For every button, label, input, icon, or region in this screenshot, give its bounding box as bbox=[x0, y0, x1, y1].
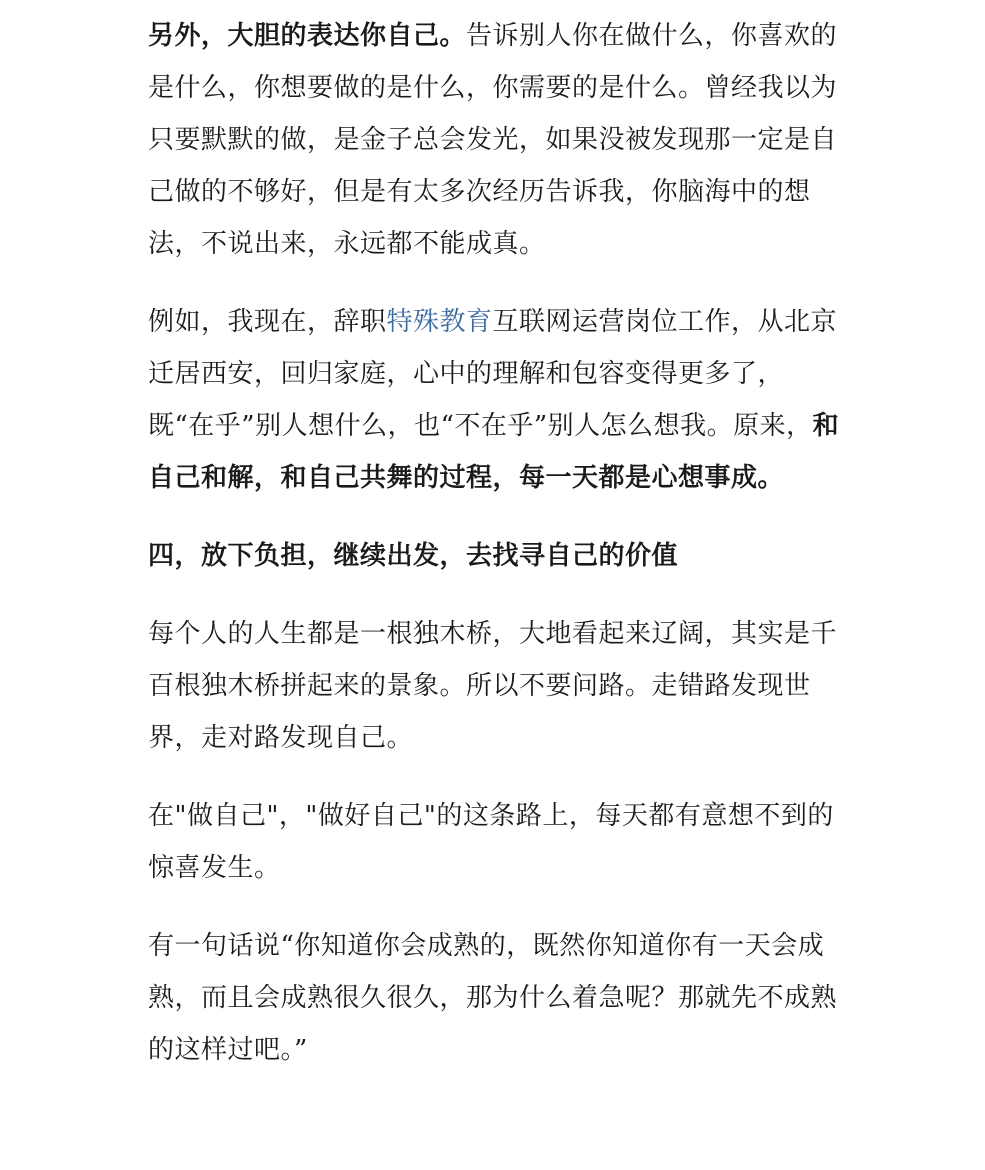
paragraph-be-yourself: 在"做自己"，"做好自己"的这条路上，每天都有意想不到的惊喜发生。 bbox=[148, 801, 834, 883]
bold-lead-text: 另外，大胆的表达你自己。 bbox=[148, 21, 467, 51]
paragraph-text: 告诉别人你在做什么，你喜欢的是什么，你想要做的是什么，你需要的是什么。曾经我以为只要默默的做，是金子总会发光，如果没被发现那一定是自己做的不够好，但是有太多次经历告诉我，你脑海中的想法，不说出来，永远都不能成真。 bbox=[148, 21, 838, 259]
special-education-link[interactable]: 特殊教育 bbox=[386, 307, 493, 337]
paragraph-text: 互联网运营岗位工作，从北京迁居西安，回归家庭，心中的理解和包容变得更多了，既“在乎”别人想什么，也“不在乎”别人怎么想我。原来， bbox=[148, 307, 838, 441]
paragraph-quote: 有一句话说“你知道你会成熟的，既然你知道你有一天会成熟，而且会成熟很久很久，那为什么着急呢？那就先不成熟的这样过吧。” bbox=[148, 931, 838, 1065]
bold-conclusion-text: 和自己和解，和自己共舞的过程，每一天都是心想事成。 bbox=[148, 411, 840, 493]
paragraph-single-log-bridge: 每个人的人生都是一根独木桥，大地看起来辽阔，其实是千百根独木桥拼起来的景象。所以不要问路。走错路发现世界，走对路发现自己。 bbox=[148, 619, 838, 753]
section-heading: 四，放下负担，继续出发，去找寻自己的价值 bbox=[148, 541, 679, 571]
paragraph-express-yourself bbox=[148, 10, 848, 270]
paragraph-text: 例如，我现在，辞职 bbox=[148, 307, 387, 337]
article-body bbox=[148, 10, 848, 1102]
paragraph-example bbox=[148, 296, 848, 504]
